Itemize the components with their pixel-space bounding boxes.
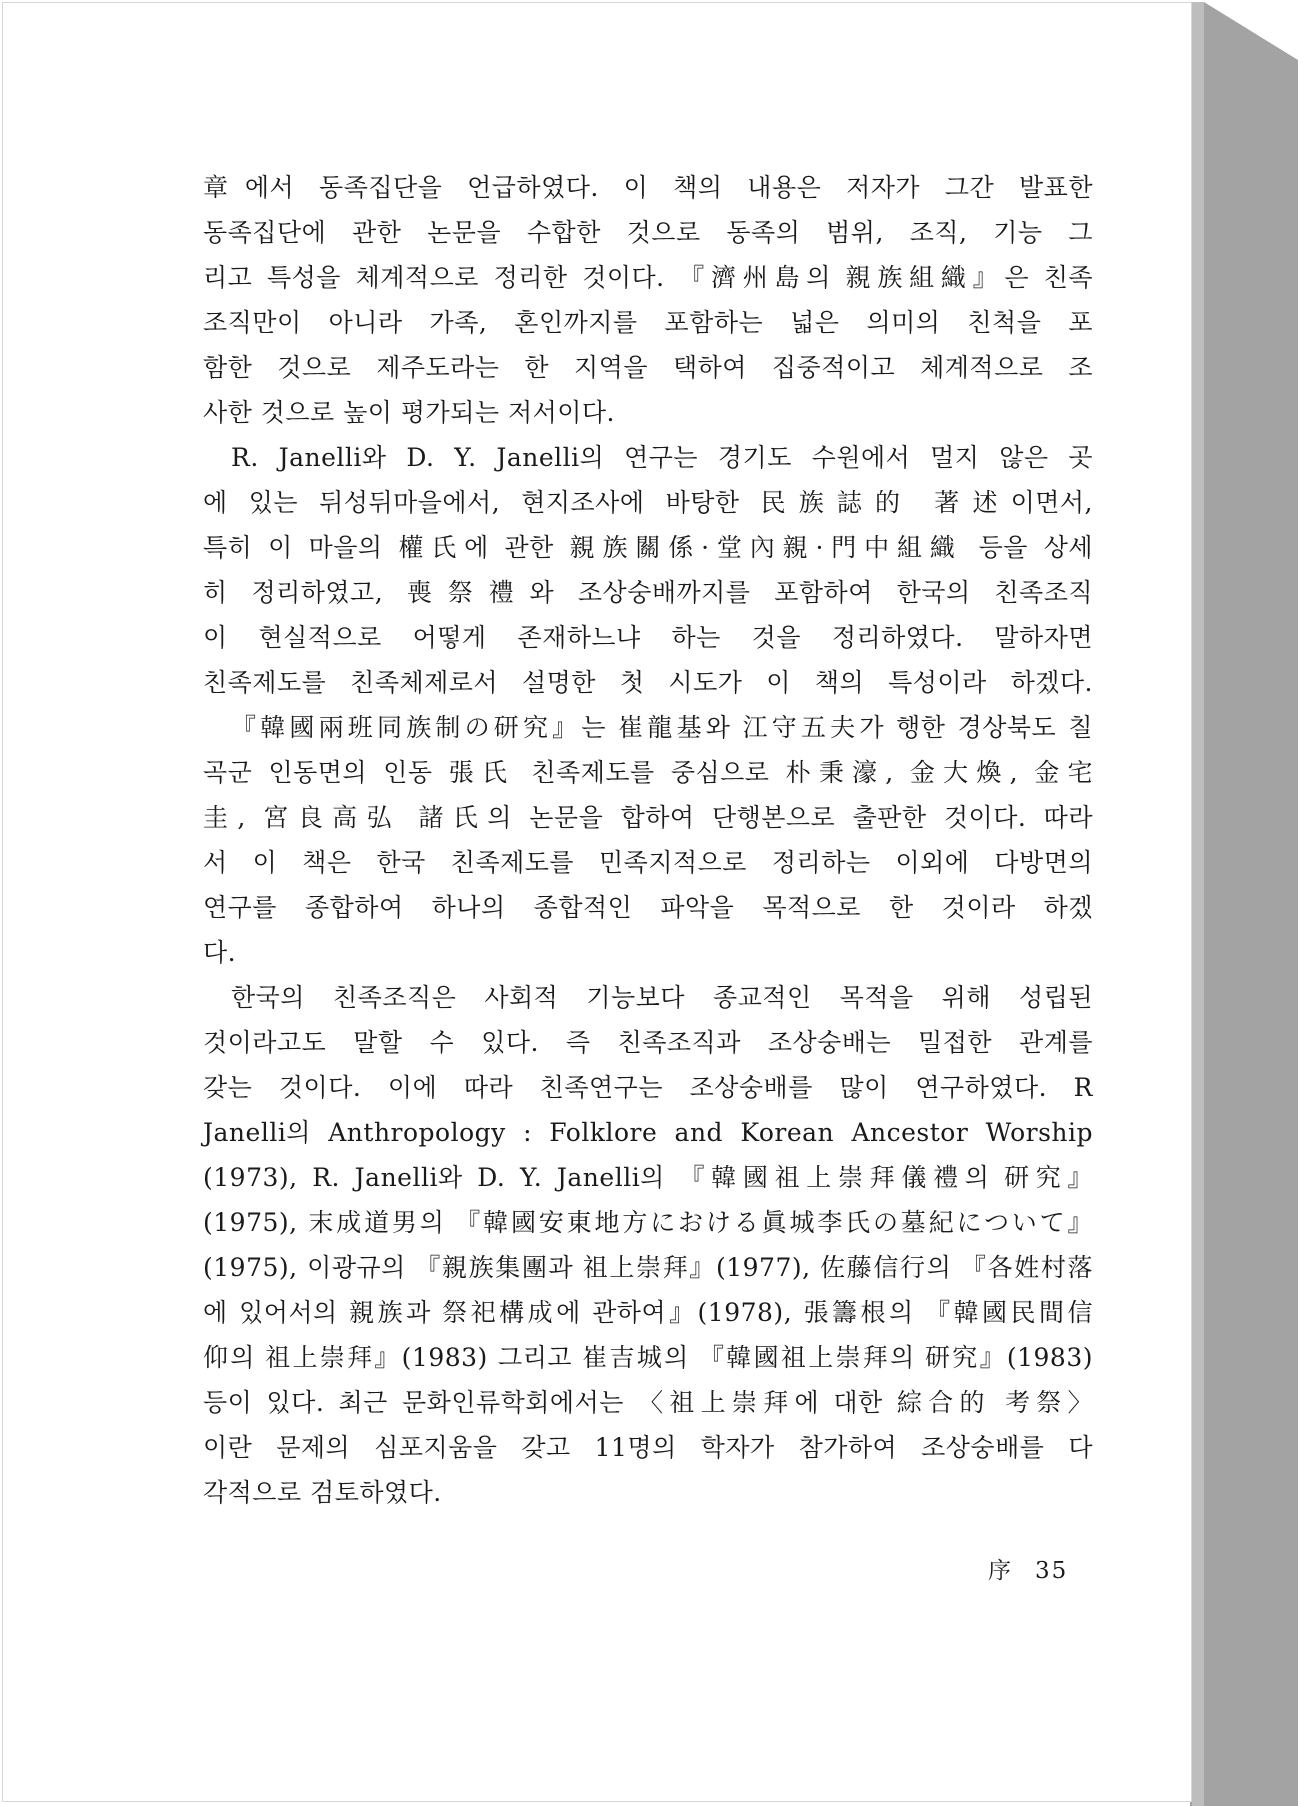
text-line: 이 현실적으로 어떻게 존재하느냐 하는 것을 정리하였다. 말하자면 — [203, 623, 1093, 652]
text-line: 사한 것으로 높이 평가되는 저서이다. — [203, 398, 615, 427]
folio-section: 序 — [988, 1558, 1013, 1584]
text-line: 한국의 친족조직은 사회적 기능보다 종교적인 목적을 위해 성립된 — [231, 983, 1093, 1012]
text-line: R. Janelli와 D. Y. Janelli의 연구는 경기도 수원에서 멀지 않은 곳 — [231, 443, 1093, 472]
text-line: 함한 것으로 제주도라는 한 지역을 택하여 집중적이고 체계적으로 조 — [203, 353, 1093, 382]
text-line: 특히 이 마을의 權氏에 관한 親族關係·堂內親·門中組織 등을 상세 — [203, 533, 1093, 562]
text-line: 圭, 宮良高弘 諸氏의 논문을 합하여 단행본으로 출판한 것이다. 따라 — [203, 803, 1093, 832]
text-line: 仰의 祖上崇拜』(1983) 그리고 崔吉城의 『韓國祖上崇拜의 研究』(1983) — [203, 1343, 1093, 1372]
text-line: 章에서 동족집단을 언급하였다. 이 책의 내용은 저자가 그간 발표한 — [203, 173, 1093, 202]
text-line: 리고 특성을 체계적으로 정리한 것이다. 『濟州島의 親族組織』은 친족 — [203, 263, 1093, 292]
text-line: (1973), R. Janelli와 D. Y. Janelli의 『韓國祖上崇拜儀禮의 研究』 — [203, 1163, 1093, 1192]
text-line: 에 있어서의 親族과 祭祀構成에 관하여』(1978), 張籌根의 『韓國民間信 — [203, 1298, 1093, 1327]
text-line: 연구를 종합하여 하나의 종합적인 파악을 목적으로 한 것이라 하겠 — [203, 893, 1093, 922]
text-line: 에 있는 뒤성뒤마을에서, 현지조사에 바탕한 民族誌的 著述이면서, — [203, 488, 1093, 517]
text-line: 친족제도를 친족체제로서 설명한 첫 시도가 이 책의 특성이라 하겠다. — [203, 668, 1093, 697]
text-line: 등이 있다. 최근 문화인류학회에서는 〈祖上崇拜에 대한 綜合的 考祭〉 — [203, 1388, 1093, 1417]
text-line: 이란 문제의 심포지움을 갖고 11명의 학자가 참가하여 조상숭배를 다 — [203, 1433, 1093, 1462]
text-line: (1975), 末成道男의 『韓國安東地方における眞城李氏の墓紀について』 — [203, 1208, 1093, 1237]
text-line: Janelli의 Anthropology : Folklore and Korean Ancestor Worship — [203, 1118, 1093, 1147]
page-number: 35 — [1035, 1558, 1069, 1584]
text-line: 동족집단에 관한 논문을 수합한 것으로 동족의 범위, 조직, 기능 그 — [203, 218, 1093, 247]
text-line: (1975), 이광규의 『親族集團과 祖上崇拜』(1977), 佐藤信行의 『各姓村落 — [203, 1253, 1093, 1282]
text-line: 곡군 인동면의 인동 張氏 친족제도를 중심으로 朴秉濠, 金大煥, 金宅 — [203, 758, 1093, 787]
text-line: 조직만이 아니라 가족, 혼인까지를 포함하는 넓은 의미의 친척을 포 — [203, 308, 1093, 337]
text-line: 히 정리하였고, 喪祭禮와 조상숭배까지를 포함하여 한국의 친족조직 — [203, 578, 1093, 607]
body-text — [203, 165, 1093, 1515]
text-line: 각적으로 검토하였다. — [203, 1478, 442, 1507]
text-line: 것이라고도 말할 수 있다. 즉 친족조직과 조상숭배는 밀접한 관계를 — [203, 1028, 1093, 1057]
book-page — [2, 2, 1192, 1802]
text-line: 『韓國兩班同族制の研究』는 崔龍基와 江守五夫가 행한 경상북도 칠 — [231, 713, 1093, 742]
text-line: 서 이 책은 한국 친족제도를 민족지적으로 정리하는 이외에 다방면의 — [203, 848, 1093, 877]
text-line: 다. — [203, 938, 237, 967]
page-folio — [988, 1552, 1068, 1585]
text-line: 갖는 것이다. 이에 따라 친족연구는 조상숭배를 많이 연구하였다. R — [203, 1073, 1093, 1102]
